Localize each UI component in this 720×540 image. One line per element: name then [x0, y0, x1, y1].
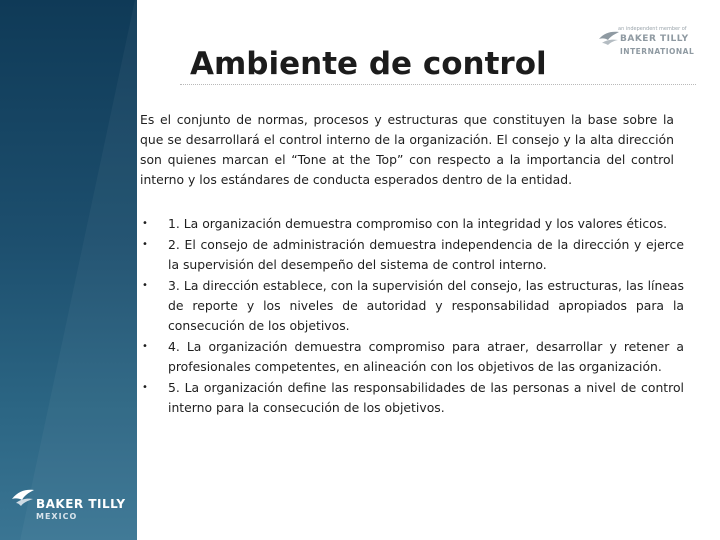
principles-list [140, 214, 684, 419]
bullet-icon: • [142, 280, 148, 291]
list-item [140, 378, 684, 418]
bullet-icon: • [142, 341, 148, 352]
bullet-icon: • [142, 218, 148, 229]
top-logo [598, 26, 702, 64]
sidebar-shade [18, 0, 137, 540]
bullet-icon: • [142, 239, 148, 250]
list-item [140, 276, 684, 336]
bullet-icon: • [142, 382, 148, 393]
principle-text: 2. El consejo de administración demuestra independencia de la dirección y ejerce la supervisión del desempeño del sistema de control interno. [168, 237, 684, 272]
principle-text: 5. La organización define las responsabilidades de las personas a nivel de control interno para la consecución de los objetivos. [168, 380, 684, 415]
principle-text: 3. La dirección establece, con la supervisión del consejo, las estructuras, las líneas de reporte y los niveles de autoridad y responsabilidad apropiados para la consecución de los objetivos. [168, 278, 684, 333]
principle-text: 4. La organización demuestra compromiso para atraer, desarrollar y retener a profesionales competentes, en alineación con los objetivos de las organización. [168, 339, 684, 374]
top-logo-subbrand: INTERNATIONAL [620, 47, 695, 56]
sidebar-logo [10, 487, 130, 527]
sidebar-logo-subbrand: MEXICO [36, 512, 78, 521]
list-item [140, 214, 684, 234]
intro-paragraph: Es el conjunto de normas, procesos y estructuras que constituyen la base sobre la que se desarrollará el control interno de la organización. El consejo y la alta dirección son quienes marcan el “Tone at the Top” con respecto a la importancia del control interno y los estándares de conducta esperados dentro de la entidad. [140, 112, 674, 187]
slide-title: Ambiente de control [190, 46, 547, 82]
title-divider [180, 84, 696, 85]
bird-logo-icon [10, 487, 36, 511]
principle-text: 1. La organización demuestra compromiso con la integridad y los valores éticos. [168, 216, 668, 231]
top-logo-member-text: an independent member of [618, 26, 687, 32]
sidebar-logo-brand: BAKER TILLY [36, 497, 126, 511]
top-logo-brand: BAKER TILLY [620, 34, 689, 44]
bird-logo-icon [598, 30, 620, 48]
list-item [140, 337, 684, 377]
sidebar-panel [0, 0, 137, 540]
list-item [140, 235, 684, 275]
